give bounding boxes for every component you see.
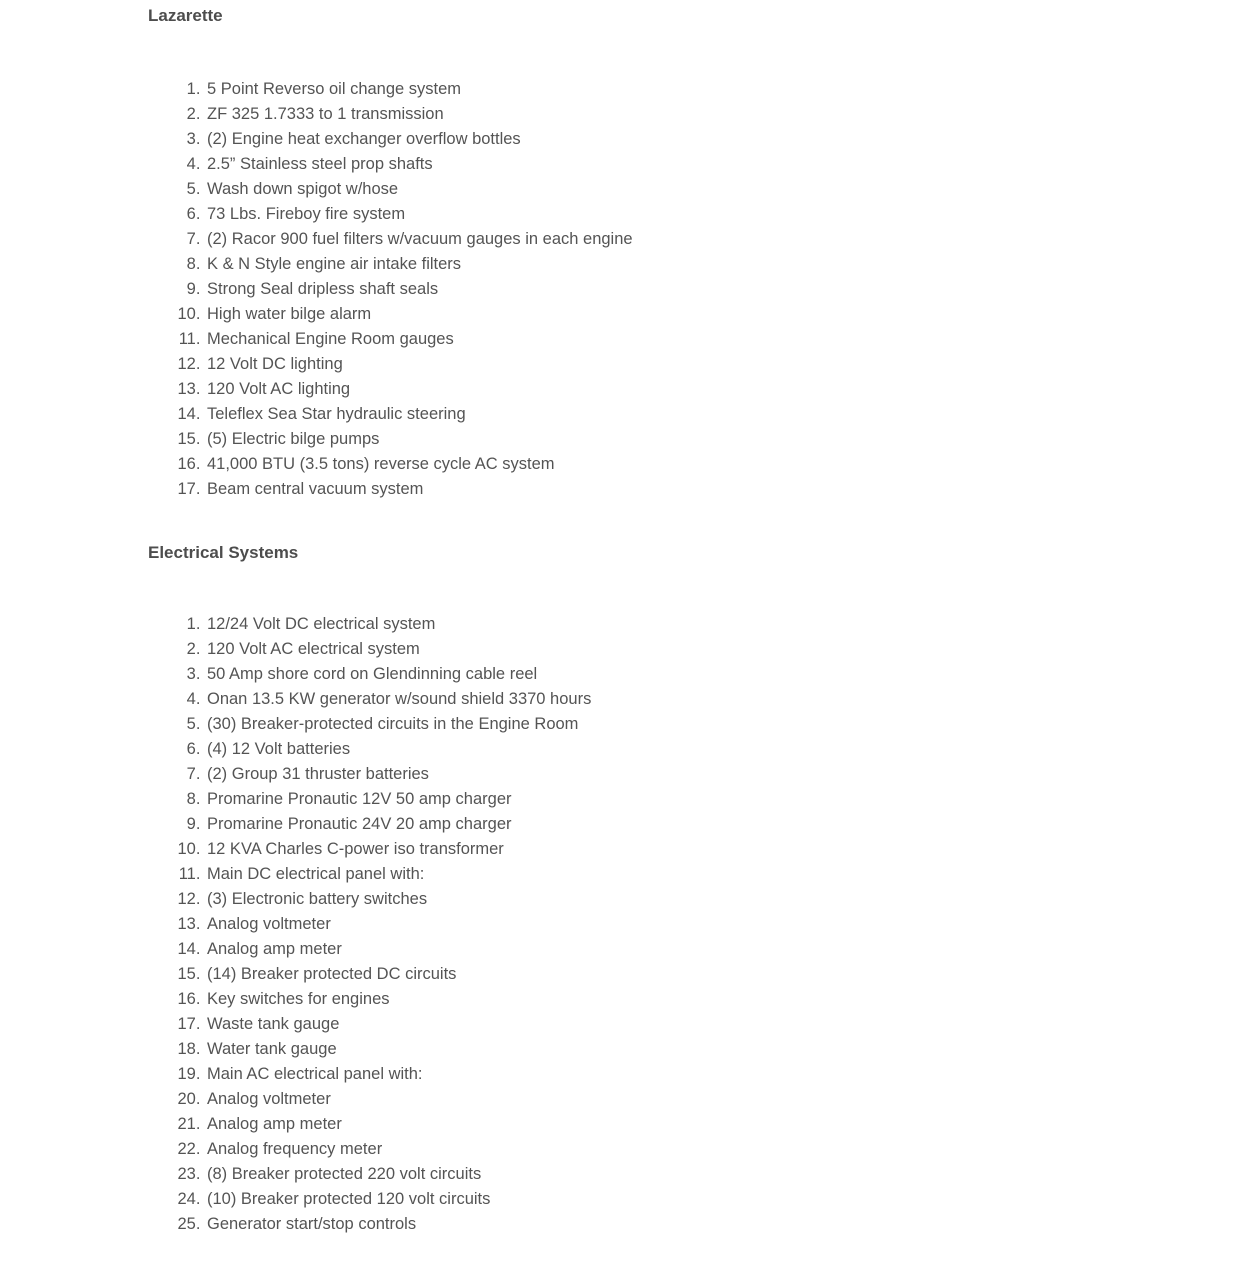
lazarette-heading: Lazarette (148, 6, 223, 25)
list-item: 18. Water tank gauge (205, 1037, 1182, 1062)
list-item: 6. (4) 12 Volt batteries (205, 737, 1182, 762)
list-item: 16. 41,000 BTU (3.5 tons) reverse cycle AC system (205, 452, 1182, 477)
list-item: 2. ZF 325 1.7333 to 1 transmission (205, 102, 1182, 127)
lazarette-list (148, 77, 1182, 502)
list-item: 17. Beam central vacuum system (205, 477, 1182, 502)
list-item: 16. Key switches for engines (205, 987, 1182, 1012)
list-item: 7. (2) Racor 900 fuel filters w/vacuum gauges in each engine (205, 227, 1182, 252)
list-item: 4. 2.5” Stainless steel prop shafts (205, 152, 1182, 177)
list-item: 20. Analog voltmeter (205, 1087, 1182, 1112)
list-item: 1. 5 Point Reverso oil change system (205, 77, 1182, 102)
list-item: 22. Analog frequency meter (205, 1137, 1182, 1162)
list-item: 10. High water bilge alarm (205, 302, 1182, 327)
list-item: 1. 12/24 Volt DC electrical system (205, 612, 1182, 637)
list-item: 14. Teleflex Sea Star hydraulic steering (205, 402, 1182, 427)
electrical-systems-list (148, 612, 1182, 1237)
list-item: 5. (30) Breaker-protected circuits in the Engine Room (205, 712, 1182, 737)
list-item: 5. Wash down spigot w/hose (205, 177, 1182, 202)
section-electrical-systems (148, 543, 1182, 1237)
section-lazarette (148, 6, 1182, 502)
list-item: 9. Strong Seal dripless shaft seals (205, 277, 1182, 302)
list-item: 9. Promarine Pronautic 24V 20 amp charger (205, 812, 1182, 837)
list-item: 4. Onan 13.5 KW generator w/sound shield 3370 hours (205, 687, 1182, 712)
list-item: 19. Main AC electrical panel with: (205, 1062, 1182, 1087)
electrical-systems-heading: Electrical Systems (148, 543, 299, 562)
list-item: 8. Promarine Pronautic 12V 50 amp charger (205, 787, 1182, 812)
list-item: 8. K & N Style engine air intake filters (205, 252, 1182, 277)
list-item: 24. (10) Breaker protected 120 volt circuits (205, 1187, 1182, 1212)
list-item: 3. 50 Amp shore cord on Glendinning cable reel (205, 662, 1182, 687)
list-item: 2. 120 Volt AC electrical system (205, 637, 1182, 662)
list-item: 13. 120 Volt AC lighting (205, 377, 1182, 402)
list-item: 12. 12 Volt DC lighting (205, 352, 1182, 377)
list-item: 6. 73 Lbs. Fireboy fire system (205, 202, 1182, 227)
list-item: 25. Generator start/stop controls (205, 1212, 1182, 1237)
list-item: 15. (5) Electric bilge pumps (205, 427, 1182, 452)
list-item: 11. Main DC electrical panel with: (205, 862, 1182, 887)
list-item: 15. (14) Breaker protected DC circuits (205, 962, 1182, 987)
list-item: 3. (2) Engine heat exchanger overflow bottles (205, 127, 1182, 152)
list-item: 7. (2) Group 31 thruster batteries (205, 762, 1182, 787)
list-item: 23. (8) Breaker protected 220 volt circuits (205, 1162, 1182, 1187)
list-item: 14. Analog amp meter (205, 937, 1182, 962)
list-item: 11. Mechanical Engine Room gauges (205, 327, 1182, 352)
list-item: 21. Analog amp meter (205, 1112, 1182, 1137)
list-item: 12. (3) Electronic battery switches (205, 887, 1182, 912)
list-item: 13. Analog voltmeter (205, 912, 1182, 937)
list-item: 10. 12 KVA Charles C-power iso transformer (205, 837, 1182, 862)
list-item: 17. Waste tank gauge (205, 1012, 1182, 1037)
